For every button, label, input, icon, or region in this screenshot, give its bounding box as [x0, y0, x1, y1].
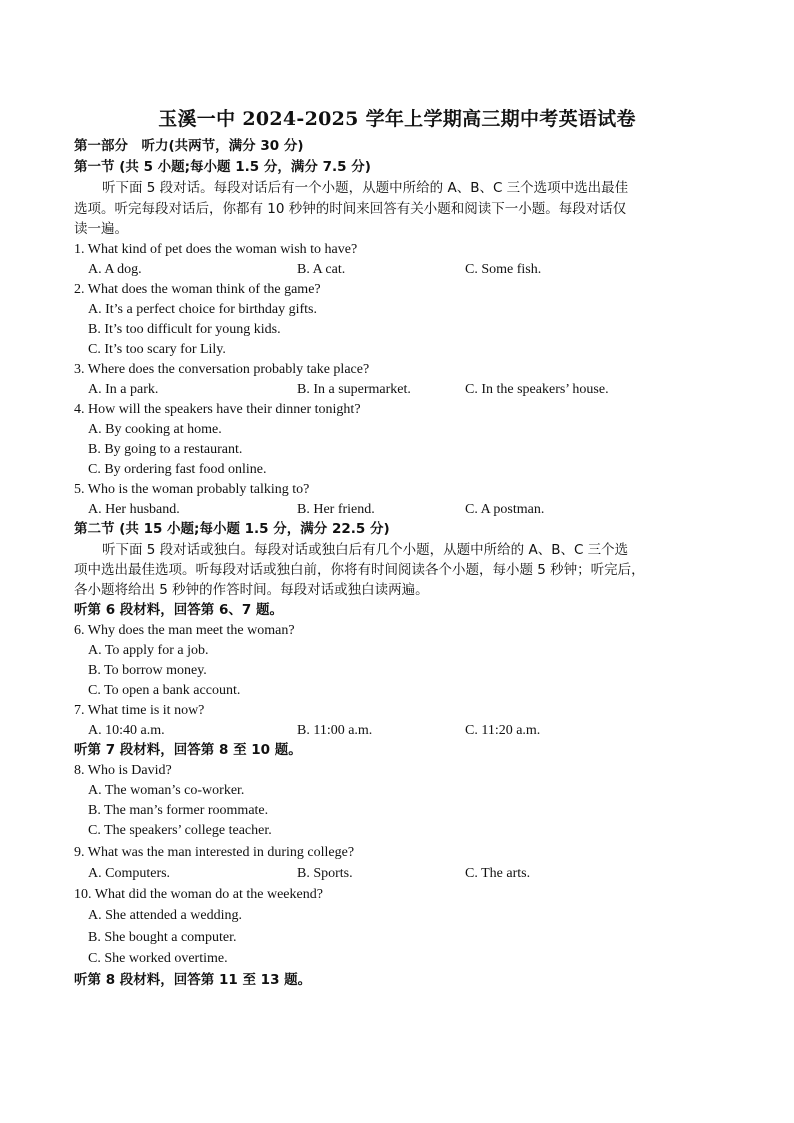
material-6-heading: 听第 6 段材料，回答第 6、7 题。	[74, 602, 283, 618]
q7-option-c: C. 11:20 a.m.	[465, 723, 541, 738]
section1-instructions-line3: 读一遍。	[74, 221, 128, 237]
q2-option-b: B. It’s too difficult for young kids.	[88, 322, 281, 337]
q8-option-a: A. The woman’s co-worker.	[88, 783, 245, 798]
q8-option-b: B. The man’s former roommate.	[88, 803, 269, 818]
question-10: 10. What did the woman do at the weekend?	[74, 887, 323, 902]
section1-instructions-line1: 听下面 5 段对话。每段对话后有一个小题，从题中所给的 A、B、C 三个选项中选出最佳	[102, 180, 629, 196]
q10-option-a: A. She attended a wedding.	[88, 908, 242, 923]
q10-option-c: C. She worked overtime.	[88, 951, 228, 966]
q2-option-a: A. It’s a perfect choice for birthday gifts.	[88, 302, 317, 317]
q3-option-b: B. In a supermarket.	[297, 382, 411, 397]
q7-option-a: A. 10:40 a.m.	[88, 723, 165, 738]
q9-option-c: C. The arts.	[465, 866, 531, 881]
question-4: 4. How will the speakers have their dinner tonight?	[74, 402, 361, 417]
q4-option-b: B. By going to a restaurant.	[88, 442, 243, 457]
q4-option-c: C. By ordering fast food online.	[88, 462, 267, 477]
q4-option-a: A. By cooking at home.	[88, 422, 222, 437]
q3-option-a: A. In a park.	[88, 382, 159, 397]
q5-option-a: A. Her husband.	[88, 502, 180, 517]
exam-title: 玉溪一中 2024-2025 学年上学期高三期中考英语试卷	[158, 108, 636, 130]
q3-option-c: C. In the speakers’ house.	[465, 382, 609, 397]
section2-instructions-line1: 听下面 5 段对话或独白。每段对话或独白后有几个小题，从题中所给的 A、B、C 三个选	[102, 542, 629, 558]
q2-option-c: C. It’s too scary for Lily.	[88, 342, 226, 357]
q5-option-c: C. A postman.	[465, 502, 545, 517]
question-3: 3. Where does the conversation probably take place?	[74, 362, 370, 377]
q6-option-c: C. To open a bank account.	[88, 683, 241, 698]
q8-option-c: C. The speakers’ college teacher.	[88, 823, 272, 838]
q9-option-b: B. Sports.	[297, 866, 353, 881]
material-7-heading: 听第 7 段材料，回答第 8 至 10 题。	[74, 742, 302, 758]
q6-option-b: B. To borrow money.	[88, 663, 207, 678]
q7-option-b: B. 11:00 a.m.	[297, 723, 373, 738]
q10-option-b: B. She bought a computer.	[88, 930, 237, 945]
section2-instructions-line2: 项中选出最佳选项。听每段对话或独白前，你将有时间阅读各个小题，每小题 5 秒钟；听完后，	[74, 562, 645, 578]
q1-option-b: B. A cat.	[297, 262, 346, 277]
q5-option-b: B. Her friend.	[297, 502, 375, 517]
question-6: 6. Why does the man meet the woman?	[74, 623, 295, 638]
question-7: 7. What time is it now?	[74, 703, 205, 718]
question-5: 5. Who is the woman probably talking to?	[74, 482, 310, 497]
section2-heading: 第二节 (共 15 小题;每小题 1.5 分，满分 22.5 分)	[74, 521, 390, 537]
q1-option-c: C. Some fish.	[465, 262, 542, 277]
section1-heading: 第一节 (共 5 小题;每小题 1.5 分，满分 7.5 分)	[74, 159, 371, 175]
question-2: 2. What does the woman think of the game?	[74, 282, 321, 297]
q6-option-a: A. To apply for a job.	[88, 643, 209, 658]
section1-instructions-line2: 选项。听完每段对话后，你都有 10 秒钟的时间来回答有关小题和阅读下一小题。每段对话仅	[74, 201, 627, 217]
question-1: 1. What kind of pet does the woman wish to have?	[74, 242, 358, 257]
q1-option-a: A. A dog.	[88, 262, 142, 277]
section2-instructions-line3: 各小题将给出 5 秒钟的作答时间。每段对话或独白读两遍。	[74, 582, 429, 598]
q9-option-a: A. Computers.	[88, 866, 171, 881]
part1-heading: 第一部分 听力(共两节，满分 30 分)	[74, 138, 304, 154]
question-8: 8. Who is David?	[74, 763, 172, 778]
material-8-heading: 听第 8 段材料，回答第 11 至 13 题。	[74, 972, 312, 988]
question-9: 9. What was the man interested in during college?	[74, 845, 355, 860]
